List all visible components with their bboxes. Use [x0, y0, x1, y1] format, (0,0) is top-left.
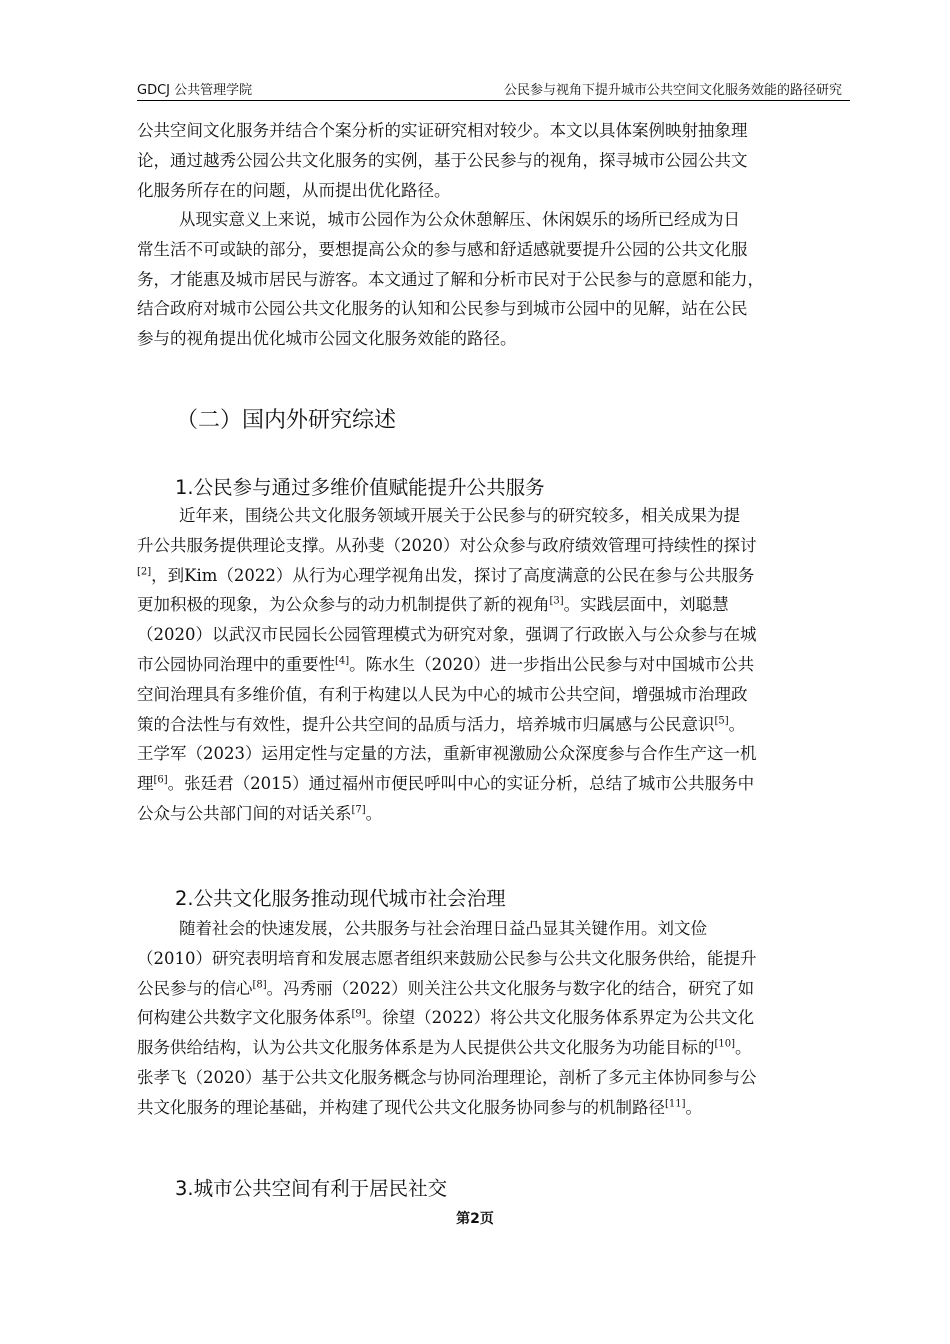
- citation-ref: [6]: [153, 774, 168, 786]
- paragraph-practical-significance: [137, 205, 850, 354]
- citation-ref: [4]: [335, 655, 350, 667]
- text-line: 升公共服务提供理论支撑。从孙斐（2020）对公众参与政府绩效管理可持续性的探讨: [137, 535, 757, 555]
- text-line: 近年来，围绕公共文化服务领域开展关于公民参与的研究较多，相关成果为提: [179, 506, 740, 525]
- citation-ref: [9]: [351, 1008, 366, 1020]
- page-number: 第2页: [456, 1211, 494, 1227]
- subsection-heading-1: 1.公民参与通过多维价值赋能提升公共服务: [175, 476, 545, 499]
- text-line: 从现实意义上来说，城市公园作为公众休憩解压、休闲娱乐的场所已经成为日: [179, 210, 740, 229]
- citation-ref: [10]: [714, 1038, 736, 1050]
- text-line: 公众与公共部门间的对话关系[7]。: [137, 803, 383, 823]
- text-line: 公共空间文化服务并结合个案分析的实证研究相对较少。本文以具体案例映射抽象理: [137, 121, 748, 140]
- citation-ref: [11]: [665, 1098, 686, 1110]
- text-line: 结合政府对城市公园公共文化服务的认知和公民参与到城市公园中的见解，站在公民: [137, 299, 748, 319]
- text-line: 化服务所存在的问题，从而提出优化路径。: [137, 180, 451, 200]
- citation-ref: [5]: [714, 715, 729, 727]
- text-line: 公民参与的信心[8]。冯秀丽（2022）则关注公共文化服务与数字化的结合，研究了如: [137, 978, 755, 998]
- text-line: 策的合法性与有效性，提升公共空间的品质与活力，培养城市归属感与公民意识[5]。: [137, 714, 746, 734]
- text-line: 市公园协同治理中的重要性[4]。陈水生（2020）进一步指出公民参与对中国城市公共: [137, 654, 755, 674]
- text-line: 常生活不可或缺的部分，要想提高公众的参与感和舒适感就要提升公园的公共文化服: [137, 239, 748, 259]
- header-rule: [137, 100, 850, 101]
- section-heading: （二）国内外研究综述: [176, 408, 397, 433]
- header-paper-title: 公民参与视角下提升城市公共空间文化服务效能的路径研究: [503, 83, 842, 98]
- paragraph-review-2: [137, 914, 850, 1123]
- paragraph-intro-continued: [137, 116, 850, 205]
- subsection-heading-2: 2.公共文化服务推动现代城市社会治理: [175, 887, 506, 910]
- text-line: 论，通过越秀公园公共文化服务的实例，基于公民参与的视角，探寻城市公园公共文: [137, 150, 748, 170]
- page-header: [137, 76, 850, 98]
- text-line: （2020）以武汉市民园长公园管理模式为研究对象，强调了行政嵌入与公众参与在城: [137, 625, 757, 645]
- text-line: [2]，到Kim（2022）从行为心理学视角出发，探讨了高度满意的公民在参与公共服务: [137, 565, 755, 585]
- text-line: 张孝飞（2020）基于公共文化服务概念与协同治理理论，剖析了多元主体协同参与公: [137, 1067, 757, 1087]
- text-line: 务，才能惠及城市居民与游客。本文通过了解和分析市民对于公民参与的意愿和能力，: [137, 269, 764, 289]
- paragraph-review-1: [137, 501, 850, 829]
- citation-ref: [3]: [549, 595, 564, 607]
- text-line: 王学军（2023）运用定性与定量的方法，重新审视激励公众深度参与合作生产这一机: [137, 744, 757, 764]
- text-line: 何构建公共数字文化服务体系[9]。徐望（2022）将公共文化服务体系界定为公共文化: [137, 1008, 755, 1028]
- subsection-heading-3: 3.城市公共空间有利于居民社交: [175, 1177, 448, 1200]
- citation-ref: [2]: [137, 566, 152, 578]
- text-line: 参与的视角提出优化城市公园文化服务效能的路径。: [137, 329, 517, 349]
- text-line: 空间治理具有多维价值，有利于构建以人民为中心的城市公共空间，增强城市治理政: [137, 684, 748, 704]
- text-line: 更加积极的现象，为公众参与的动力机制提供了新的视角[3]。实践层面中，刘聪慧: [137, 595, 729, 615]
- text-line: （2010）研究表明培育和发展志愿者组织来鼓励公民参与公共文化服务供给，能提升: [137, 948, 757, 968]
- text-line: 随着社会的快速发展，公共服务与社会治理日益凸显其关键作用。刘文俭: [179, 919, 707, 938]
- text-line: 服务供给结构，认为公共文化服务体系是为人民提供公共文化服务为功能目标的[10]。: [137, 1038, 752, 1058]
- text-line: 理[6]。张廷君（2015）通过福州市便民呼叫中心的实证分析，总结了城市公共服务中: [137, 774, 755, 794]
- header-institution: GDCJ 公共管理学院: [137, 83, 253, 98]
- text-line: 共文化服务的理论基础，并构建了现代公共文化服务协同参与的机制路径[11]。: [137, 1097, 703, 1117]
- citation-ref: [8]: [252, 979, 267, 991]
- citation-ref: [7]: [351, 804, 366, 816]
